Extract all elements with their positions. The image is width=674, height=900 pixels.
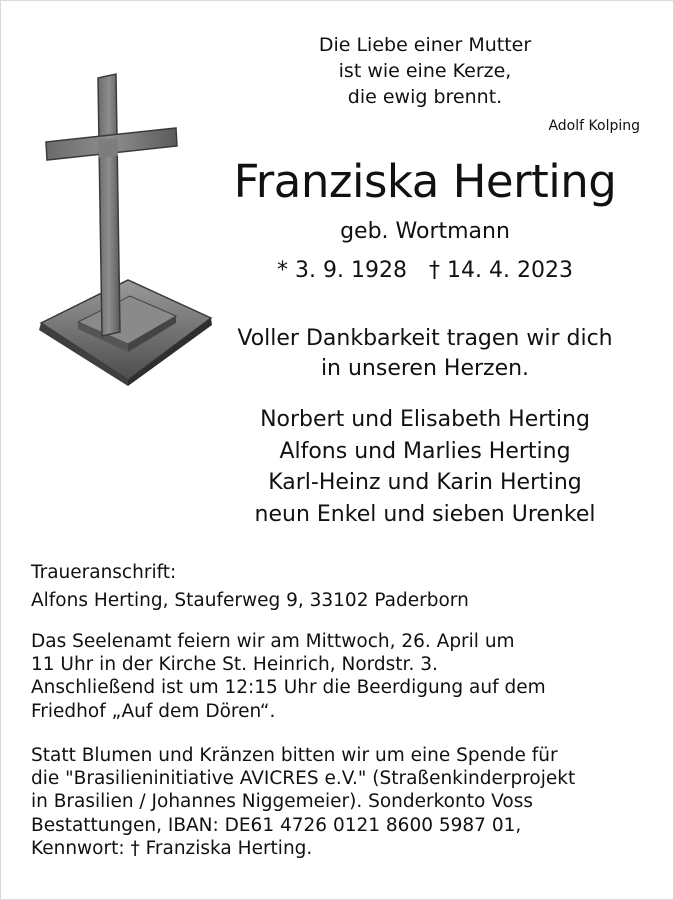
gratitude-text [200, 324, 650, 384]
donation-line: Kennwort: † Franziska Herting. [31, 837, 313, 859]
standing-cross-icon [36, 68, 214, 386]
donation-line: Statt Blumen und Kränzen bitten wir um eine Spende für [31, 745, 558, 766]
gratitude-line: Voller Dankbarkeit tragen wir dich [237, 326, 613, 351]
quote-line: die ewig brennt. [347, 86, 503, 108]
mourning-address [31, 559, 651, 615]
donation-line: Bestattungen, IBAN: DE61 4726 0121 8600 5987 01, [31, 814, 522, 836]
life-dates [240, 257, 610, 285]
service-line: Friedhof „Auf dem Dören“. [31, 700, 276, 722]
service-info [31, 630, 651, 723]
family-member: neun Enkel und sieben Urenkel [254, 501, 596, 527]
quote-author: Adolf Kolping [548, 118, 640, 134]
donation-line: die "Brasilieninitiative AVICRES e.V." (Straßenkinderprojekt [31, 768, 576, 790]
family-list [200, 404, 650, 530]
donation-info [31, 744, 651, 860]
service-line: Das Seelenamt feiern wir am Mittwoch, 26. April um [31, 631, 515, 652]
mourning-address-label: Traueranschrift: [31, 562, 177, 583]
family-member: Alfons und Marlies Herting [279, 438, 571, 464]
gratitude-line: in unseren Herzen. [320, 356, 530, 381]
death-date: † 14. 4. 2023 [429, 258, 573, 283]
family-member: Karl-Heinz und Karin Herting [268, 470, 582, 495]
donation-line: in Brasilien / Johannes Niggemeier). Sonderkonto Voss [31, 791, 533, 813]
quote-line: ist wie eine Kerze, [338, 60, 512, 82]
birth-name: geb. Wortmann [340, 219, 510, 244]
family-member: Norbert und Elisabeth Herting [260, 407, 590, 432]
deceased-name: Franziska Herting [233, 155, 617, 208]
quote-line: Die Liebe einer Mutter [318, 34, 532, 56]
birth-date: * 3. 9. 1928 [277, 258, 407, 283]
service-line: 11 Uhr in der Kirche St. Heinrich, Nordstr. 3. [31, 654, 438, 676]
quote [250, 32, 600, 110]
mourning-address-value: Alfons Herting, Stauferweg 9, 33102 Paderborn [31, 590, 469, 611]
service-line: Anschließend ist um 12:15 Uhr die Beerdigung auf dem [31, 677, 546, 699]
